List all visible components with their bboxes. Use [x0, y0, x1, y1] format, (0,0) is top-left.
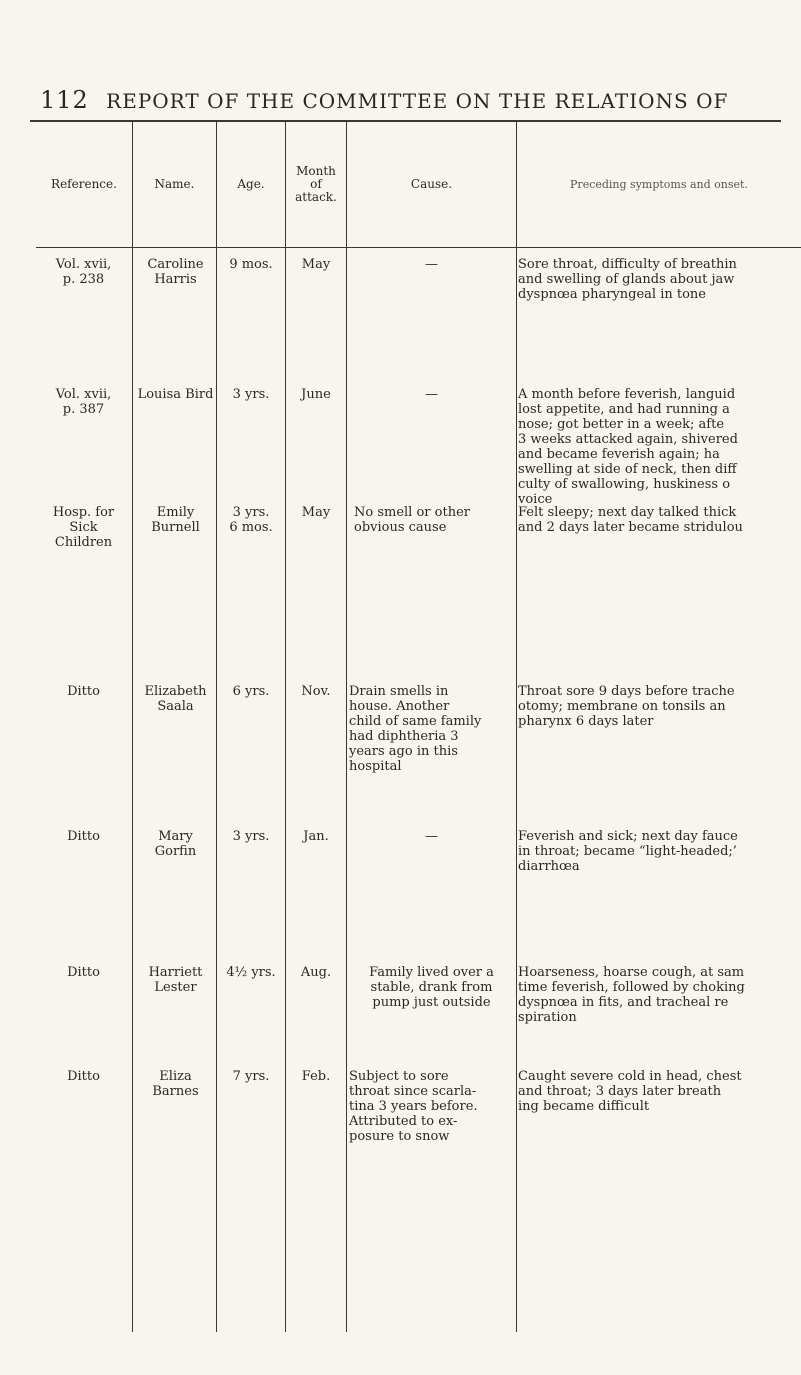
header-age: Age. [237, 177, 265, 191]
header-rule [36, 247, 801, 248]
cell-cause: Subject to sore throat since scarla- tina 3 years before. Attributed to ex- posure to snow [349, 1069, 478, 1144]
cell-month: Feb. [301, 1069, 331, 1084]
column-divider [285, 122, 286, 1332]
cell-month: May [301, 257, 331, 272]
column-divider [132, 122, 133, 1332]
cell-month: Jan. [303, 829, 329, 844]
cell-symptoms: Feverish and sick; next day fauce in throat; became “light-headed;’ diarrhœa [518, 829, 738, 874]
cell-symptoms: Throat sore 9 days before trache otomy; membrane on tonsils an pharynx 6 days later [518, 684, 735, 729]
cell-symptoms: Sore throat, difficulty of breathin and swelling of glands about jaw dyspnœa pharyngeal in tone [518, 257, 737, 302]
cell-month: June [301, 387, 331, 402]
cell-reference: Ditto [67, 684, 100, 699]
cell-month: Nov. [301, 684, 331, 699]
cell-symptoms: Hoarseness, hoarse cough, at sam time feverish, followed by choking dyspnœa in fits, and tracheal re spiration [518, 965, 745, 1025]
cases-table [36, 122, 801, 1332]
cell-month: Aug. [300, 965, 332, 980]
cell-symptoms: Caught severe cold in head, chest and throat; 3 days later breath ing became difficult [518, 1069, 742, 1114]
cell-name: Harriett Lester [148, 965, 203, 995]
cell-name: Elizabeth Saala [144, 684, 207, 714]
running-title: REPORT OF THE COMMITTEE ON THE RELATIONS OF [106, 89, 729, 113]
column-divider [346, 122, 347, 1332]
cell-name: Caroline Harris [147, 257, 204, 287]
page-number: 112 [40, 86, 89, 114]
page-header [40, 86, 728, 114]
cell-age: 7 yrs. [232, 1069, 270, 1084]
cell-reference: Hosp. for Sick Children [52, 505, 115, 550]
cell-name: Mary Gorfin [154, 829, 197, 859]
header-cause: Cause. [410, 177, 453, 191]
column-divider [216, 122, 217, 1332]
cell-age: 9 mos. [229, 257, 273, 272]
cell-reference: Ditto [67, 829, 100, 844]
cell-age: 3 yrs. [232, 829, 270, 844]
cell-symptoms: Felt sleepy; next day talked thick and 2 days later became stridulou [518, 505, 743, 535]
cell-reference: Ditto [67, 1069, 100, 1084]
cell-cause: — [425, 257, 438, 272]
cell-cause: Drain smells in house. Another child of same family had diphtheria 3 years ago in this hospital [349, 684, 482, 774]
cell-symptoms: A month before feverish, languid lost appetite, and had running a nose; got better in a week; afte 3 weeks attacked again, shivered and became feverish again; ha swelling at side of neck, then diff culty of swallowing, huskiness o voice [518, 387, 738, 507]
cell-age: 3 yrs. [232, 387, 270, 402]
cell-age: 6 yrs. [232, 684, 270, 699]
cell-cause: — [425, 829, 438, 844]
header-name: Name. [154, 177, 195, 191]
cell-cause: Family lived over a stable, drank from pump just outside [369, 965, 494, 1010]
header-month-line: of [310, 177, 322, 191]
cell-reference: Ditto [67, 965, 100, 980]
column-divider [516, 122, 517, 1332]
cell-reference: Vol. xvii, p. 387 [55, 387, 112, 417]
header-symptoms: Preceding symptoms and onset. [570, 178, 748, 191]
header-month-line: attack. [295, 190, 337, 204]
cell-name: Emily Burnell [151, 505, 200, 535]
cell-name: Louisa Bird [137, 387, 214, 402]
header-month [286, 122, 346, 247]
header-reference: Reference. [51, 177, 117, 191]
cell-name: Eliza Barnes [152, 1069, 199, 1099]
cell-reference: Vol. xvii, p. 238 [55, 257, 112, 287]
header-month-line: Month [296, 164, 336, 178]
cell-age: 3 yrs. 6 mos. [229, 505, 273, 535]
cell-month: May [301, 505, 331, 520]
cell-age: 4½ yrs. [226, 965, 276, 980]
cell-cause: — [425, 387, 438, 402]
cell-cause: No smell or other obvious cause [354, 505, 470, 535]
